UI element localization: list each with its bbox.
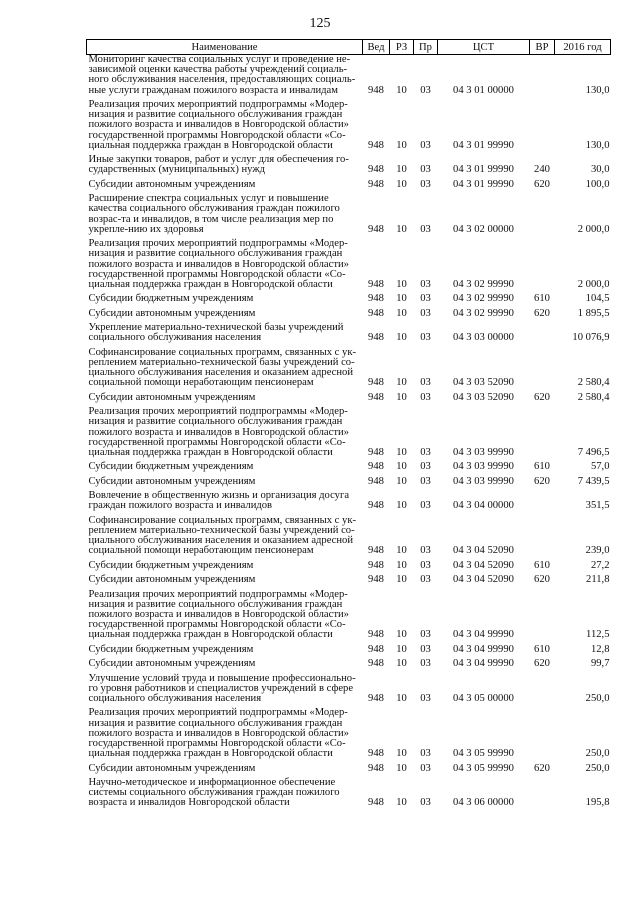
row-pr: 03	[420, 223, 431, 235]
row-ved: 948	[368, 178, 384, 190]
row-rz: 10	[396, 692, 407, 704]
row-cst: 04 3 03 52090	[453, 377, 514, 389]
table-row	[87, 674, 611, 709]
row-ved: 948	[368, 692, 384, 704]
row-cst: 04 3 03 00000	[453, 332, 514, 344]
row-name: Софинансирование социальных программ, связанных с ук-реплением материально-технической базы учреждений со-циального обслуживания населения и оказанием адресной социальной помощи неработающим пенсионерам	[88, 346, 356, 389]
row-pr: 03	[420, 461, 431, 473]
row-name: Реализация прочих мероприятий подпрограммы «Модер-низация и развитие социального обслуживания граждан пожилого возраста и инвалидов в Новгородской области» государственной программы Новгородской области «Со-циальная поддержка граждан в Новгородской области	[88, 238, 349, 290]
row-pr: 03	[420, 797, 431, 809]
table-row	[87, 194, 611, 239]
table-row	[87, 407, 611, 462]
row-cst: 04 3 03 99990	[453, 461, 514, 473]
row-vr: 620	[534, 762, 550, 774]
row-amount: 7 496,5	[577, 446, 610, 458]
table-row	[87, 348, 611, 393]
row-cst: 04 3 02 00000	[453, 223, 514, 235]
row-vr	[530, 491, 555, 516]
row-name: Субсидии автономным учреждениям	[88, 475, 256, 487]
table-row	[87, 708, 611, 763]
row-ved: 948	[368, 797, 384, 809]
header-year-2016: 2016 год	[555, 40, 611, 55]
page-number: 125	[309, 16, 331, 31]
row-vr: 620	[534, 574, 550, 586]
row-amount: 211,8	[586, 574, 610, 586]
row-name: Софинансирование социальных программ, связанных с ук-реплением материально-технической базы учреждений со-циального обслуживания населения и оказанием адресной социальной помощи неработающим пенсионерам	[88, 514, 356, 557]
row-name: Реализация прочих мероприятий подпрограммы «Модер-низация и развитие социального обслуживания граждан пожилого возраста и инвалидов в Новгородской области» государственной программы Новгородской области «Со-циальная поддержка граждан в Новгородской области	[88, 707, 349, 760]
row-ved: 948	[368, 500, 384, 512]
row-ved: 948	[368, 643, 384, 655]
row-rz: 10	[396, 293, 407, 305]
row-pr: 03	[420, 574, 431, 586]
row-ved: 948	[368, 293, 384, 305]
table-row	[87, 180, 611, 194]
row-ved: 948	[368, 164, 384, 176]
table-row	[87, 323, 611, 348]
header-vr: ВР	[530, 40, 555, 55]
table-row	[87, 764, 611, 778]
table-row	[87, 239, 611, 294]
table-header-row	[87, 40, 611, 55]
row-cst: 04 3 01 99990	[453, 139, 514, 151]
row-ved: 948	[368, 377, 384, 389]
row-name: Субсидии автономным учреждениям	[88, 762, 256, 774]
row-amount: 7 439,5	[577, 475, 610, 487]
row-name: Реализация прочих мероприятий подпрограммы «Модер-низация и развитие социального обслуживания граждан пожилого возраста и инвалидов в Новгородской области» государственной программы Новгородской области «Со-циальная поддержка граждан в Новгородской области	[88, 588, 349, 641]
table-row	[87, 778, 611, 813]
row-pr: 03	[420, 692, 431, 704]
row-cst: 04 3 04 99990	[453, 629, 514, 641]
header-name: Наименование	[87, 40, 363, 55]
row-vr	[530, 348, 555, 393]
row-amount: 130,0	[585, 84, 610, 96]
row-rz: 10	[396, 223, 407, 235]
row-cst: 04 3 01 99990	[453, 178, 514, 190]
row-rz: 10	[396, 500, 407, 512]
row-ved: 948	[368, 545, 384, 557]
row-name: Субсидии автономным учреждениям	[88, 178, 256, 190]
row-amount: 130,0	[585, 139, 610, 151]
row-cst: 04 3 01 00000	[453, 84, 514, 96]
row-cst: 04 3 03 52090	[453, 391, 514, 403]
table-row	[87, 561, 611, 575]
row-amount: 2 580,4	[577, 377, 610, 389]
row-vr: 610	[534, 293, 550, 305]
row-vr: 620	[534, 391, 550, 403]
row-rz: 10	[396, 559, 407, 571]
row-name: Иные закупки товаров, работ и услуг для обеспечения го-сударственных (муниципальных) нужд	[88, 154, 349, 176]
row-ved: 948	[368, 139, 384, 151]
table-row	[87, 645, 611, 659]
row-amount: 195,8	[585, 797, 610, 809]
table-row	[87, 55, 611, 101]
row-rz: 10	[396, 391, 407, 403]
row-name: Укрепление материально-технической базы учреждений социального обслуживания населения	[88, 322, 344, 344]
row-cst: 04 3 01 99990	[453, 164, 514, 176]
table-row	[87, 590, 611, 645]
row-pr: 03	[420, 658, 431, 670]
row-vr: 610	[534, 559, 550, 571]
row-amount: 239,0	[585, 545, 610, 557]
row-name: Субсидии автономным учреждениям	[88, 658, 256, 670]
row-name: Субсидии бюджетным учреждениям	[88, 559, 254, 571]
table-row	[87, 393, 611, 407]
row-rz: 10	[396, 629, 407, 641]
row-amount: 1 895,5	[577, 307, 610, 319]
row-vr: 620	[534, 178, 550, 190]
row-name: Реализация прочих мероприятий подпрограммы «Модер-низация и развитие социального обслуживания граждан пожилого возраста и инвалидов в Новгородской области» государственной программы Новгородской области «Со-циальная поддержка граждан в Новгородской области	[88, 99, 349, 151]
row-cst: 04 3 04 00000	[453, 500, 514, 512]
row-vr: 610	[534, 461, 550, 473]
row-rz: 10	[396, 377, 407, 389]
row-pr: 03	[420, 391, 431, 403]
row-rz: 10	[396, 461, 407, 473]
row-pr: 03	[420, 629, 431, 641]
row-rz: 10	[396, 545, 407, 557]
row-cst: 04 3 03 99990	[453, 446, 514, 458]
row-cst: 04 3 04 52090	[453, 545, 514, 557]
row-vr	[530, 239, 555, 294]
row-amount: 2 000,0	[577, 223, 610, 235]
row-rz: 10	[396, 307, 407, 319]
row-pr: 03	[420, 762, 431, 774]
header-pr: Пр	[414, 40, 438, 55]
row-amount: 351,5	[585, 500, 610, 512]
row-rz: 10	[396, 178, 407, 190]
row-vr: 610	[534, 643, 550, 655]
row-pr: 03	[420, 84, 431, 96]
row-vr	[530, 407, 555, 462]
row-rz: 10	[396, 446, 407, 458]
row-rz: 10	[396, 658, 407, 670]
row-amount: 104,5	[585, 293, 610, 305]
row-rz: 10	[396, 164, 407, 176]
row-ved: 948	[368, 461, 384, 473]
row-amount: 57,0	[590, 461, 610, 473]
row-pr: 03	[420, 332, 431, 344]
row-pr: 03	[420, 559, 431, 571]
row-cst: 04 3 02 99990	[453, 307, 514, 319]
row-ved: 948	[368, 84, 384, 96]
table-body	[87, 55, 611, 813]
row-rz: 10	[396, 643, 407, 655]
table-row	[87, 294, 611, 308]
row-amount: 100,0	[585, 178, 610, 190]
row-pr: 03	[420, 139, 431, 151]
table-row	[87, 575, 611, 589]
row-name: Вовлечение в общественную жизнь и организация досуга граждан пожилого возраста и инвалидов	[88, 490, 350, 512]
row-amount: 99,7	[590, 658, 610, 670]
table-row	[87, 462, 611, 476]
row-cst: 04 3 02 99990	[453, 279, 514, 290]
row-cst: 04 3 04 52090	[453, 559, 514, 571]
row-rz: 10	[396, 139, 407, 151]
row-pr: 03	[420, 446, 431, 458]
row-name: Субсидии бюджетным учреждениям	[88, 293, 254, 305]
row-ved: 948	[368, 629, 384, 641]
row-pr: 03	[420, 307, 431, 319]
row-ved: 948	[368, 446, 384, 458]
row-rz: 10	[396, 762, 407, 774]
row-amount: 30,0	[590, 164, 610, 176]
row-cst: 04 3 05 00000	[453, 692, 514, 704]
table-row	[87, 491, 611, 516]
row-ved: 948	[368, 574, 384, 586]
row-pr: 03	[420, 164, 431, 176]
row-cst: 04 3 04 52090	[453, 574, 514, 586]
row-vr	[530, 55, 555, 101]
row-cst: 04 3 05 99990	[453, 748, 514, 760]
row-pr: 03	[420, 643, 431, 655]
row-rz: 10	[396, 84, 407, 96]
row-pr: 03	[420, 748, 431, 760]
table-row	[87, 100, 611, 155]
row-rz: 10	[396, 797, 407, 809]
row-vr	[530, 323, 555, 348]
row-ved: 948	[368, 223, 384, 235]
row-amount: 250,0	[585, 762, 610, 774]
row-cst: 04 3 04 99990	[453, 658, 514, 670]
row-cst: 04 3 03 99990	[453, 475, 514, 487]
row-name: Мониторинг качества социальных услуг и проведение не-зависимой оценки качества работы учреждений социаль-ного обслуживания населения, предоставляющих социаль-ные услуги гражданам пожилого возраста и инвалидам	[88, 54, 356, 96]
row-name: Субсидии бюджетным учреждениям	[88, 643, 254, 655]
table-row	[87, 516, 611, 561]
table-row	[87, 155, 611, 180]
budget-table	[86, 39, 611, 813]
row-rz: 10	[396, 475, 407, 487]
row-amount: 250,0	[585, 692, 610, 704]
row-name: Научно-методическое и информационное обеспечение системы социального обслуживания граждан пожилого возраста и инвалидов Новгородской области	[88, 776, 340, 809]
table-row	[87, 477, 611, 491]
row-vr	[530, 708, 555, 763]
row-vr: 620	[534, 307, 550, 319]
row-vr	[530, 674, 555, 709]
row-ved: 948	[368, 658, 384, 670]
header-rz: РЗ	[390, 40, 414, 55]
row-name: Расширение спектра социальных услуг и повышение качества социального обслуживания граждан пожилого возрас-та и инвалидов, в том числе реализация мер по укрепле-нию их здоровья	[88, 193, 340, 235]
row-pr: 03	[420, 545, 431, 557]
row-cst: 04 3 06 00000	[453, 797, 514, 809]
row-amount: 27,2	[590, 559, 610, 571]
row-vr: 240	[534, 164, 550, 176]
row-name: Субсидии автономным учреждениям	[88, 574, 256, 586]
row-vr	[530, 778, 555, 813]
row-ved: 948	[368, 559, 384, 571]
row-pr: 03	[420, 475, 431, 487]
row-rz: 10	[396, 574, 407, 586]
row-cst: 04 3 04 99990	[453, 643, 514, 655]
row-name: Улучшение условий труда и повышение профессионально-го уровня работников и специалистов учреждений в сфере социального обслуживания населения	[88, 672, 356, 704]
row-ved: 948	[368, 748, 384, 760]
row-name: Реализация прочих мероприятий подпрограммы «Модер-низация и развитие социального обслуживания граждан пожилого возраста и инвалидов в Новгородской области» государственной программы Новгородской области «Со-циальная поддержка граждан в Новгородской области	[88, 406, 349, 458]
row-vr	[530, 194, 555, 239]
row-amount: 2 580,4	[577, 391, 610, 403]
row-vr: 620	[534, 658, 550, 670]
row-ved: 948	[368, 279, 384, 290]
row-amount: 2 000,0	[577, 279, 610, 290]
row-ved: 948	[368, 307, 384, 319]
row-vr	[530, 516, 555, 561]
row-rz: 10	[396, 332, 407, 344]
row-name: Субсидии бюджетным учреждениям	[88, 461, 254, 473]
row-pr: 03	[420, 178, 431, 190]
row-name: Субсидии автономным учреждениям	[88, 307, 256, 319]
row-rz: 10	[396, 748, 407, 760]
row-ved: 948	[368, 391, 384, 403]
table-row	[87, 659, 611, 673]
row-amount: 112,5	[586, 629, 610, 641]
row-vr	[530, 100, 555, 155]
row-name: Субсидии автономным учреждениям	[88, 391, 256, 403]
row-vr	[530, 590, 555, 645]
row-amount: 250,0	[585, 748, 610, 760]
row-amount: 12,8	[590, 643, 610, 655]
table-row	[87, 309, 611, 323]
row-ved: 948	[368, 762, 384, 774]
header-cst: ЦСТ	[438, 40, 530, 55]
row-pr: 03	[420, 293, 431, 305]
row-pr: 03	[420, 377, 431, 389]
row-rz: 10	[396, 279, 407, 290]
row-pr: 03	[420, 279, 431, 290]
row-ved: 948	[368, 475, 384, 487]
row-pr: 03	[420, 500, 431, 512]
row-cst: 04 3 05 99990	[453, 762, 514, 774]
row-cst: 04 3 02 99990	[453, 293, 514, 305]
row-vr: 620	[534, 475, 550, 487]
row-ved: 948	[368, 332, 384, 344]
row-amount: 10 076,9	[572, 332, 610, 344]
header-ved: Вед	[363, 40, 390, 55]
